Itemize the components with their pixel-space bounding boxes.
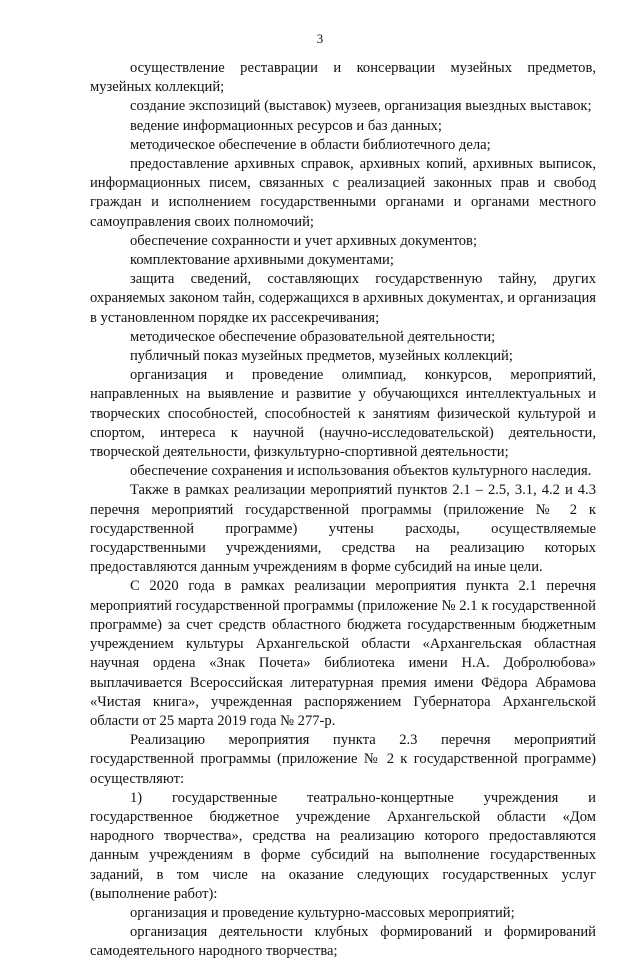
paragraph: методическое обеспечение в области библиотечного дела; xyxy=(130,136,491,153)
paragraph: осуществление реставрации и консервации музейных предметов, музейных коллекций; xyxy=(90,60,596,96)
paragraph: 1) государственные театрально-концертные учреждения и государственное бюджетное учреждение Архангельской области «Дом народного творчества», средства на реализацию которого предоставляются данным учреждениям в форме субсидий на выполнение государственных заданий, в том числе на оказание следующих государственных услуг (выполнение работ): xyxy=(90,789,596,902)
paragraph: публичный показ музейных предметов, музейных коллекций; xyxy=(130,348,513,365)
paragraph: ведение информационных ресурсов и баз данных; xyxy=(130,117,442,134)
paragraph: Реализацию мероприятия пункта 2.3 перечня мероприятий государственной программы (приложение № 2 к государственной программе) осуществляют: xyxy=(90,732,596,787)
paragraph: обеспечение сохранности и учет архивных документов; xyxy=(130,232,478,249)
paragraph: обеспечение сохранения и использования объектов культурного наследия. xyxy=(130,463,592,480)
document-body xyxy=(90,59,596,962)
paragraph: организация и проведение олимпиад, конкурсов, мероприятий, направленных на выявление и развитие у обучающихся интеллектуальных и творческих способностей, способностей к занятиям физической культурой и спортом, интереса к научной (научно-исследовательской) деятельности, творческой деятельности, физкультурно-спортивной деятельности; xyxy=(90,367,596,461)
paragraph: комплектование архивными документами; xyxy=(130,252,394,269)
paragraph: методическое обеспечение образовательной деятельности; xyxy=(130,328,496,345)
paragraph: предоставление архивных справок, архивных копий, архивных выписок, информационных писем, связанных с реализацией законных прав и свобод граждан и исполнением государственными органами и органами местного самоуправления своих полномочий; xyxy=(90,156,596,230)
paragraph: организация и проведение культурно-массовых мероприятий; xyxy=(130,904,515,921)
paragraph: Также в рамках реализации мероприятий пунктов 2.1 – 2.5, 3.1, 4.2 и 4.3 перечня мероприятий государственной программы (приложение № 2 к государственной программе) учтены расходы, осуществляемые государственными учреждениями, средства на реализацию которых предоставляются данным учреждениям в форме субсидий на иные цели. xyxy=(90,482,596,576)
paragraph: создание экспозиций (выставок) музеев, организация выездных выставок; xyxy=(130,98,592,115)
page-number: 3 xyxy=(316,31,324,46)
paragraph: организация деятельности клубных формирований и формирований самодеятельного народного творчества; xyxy=(90,924,596,960)
paragraph: защита сведений, составляющих государственную тайну, других охраняемых законом тайн, содержащихся в архивных документах, и организация в установленном порядке их рассекречивания; xyxy=(90,271,596,326)
paragraph: С 2020 года в рамках реализации мероприятия пункта 2.1 перечня мероприятий государственной программы (приложение № 2.1 к государственной программе) за счет средств областного бюджета государственным бюджетным учреждением культуры Архангельской области «Архангельская областная научная ордена «Знак Почета» библиотека имени Н.А. Добролюбова» выплачивается Всероссийская литературная премия имени Фёдора Абрамова «Чистая книга», учрежденная распоряжением Губернатора Архангельской области от 25 марта 2019 года № 277-р. xyxy=(90,578,596,729)
